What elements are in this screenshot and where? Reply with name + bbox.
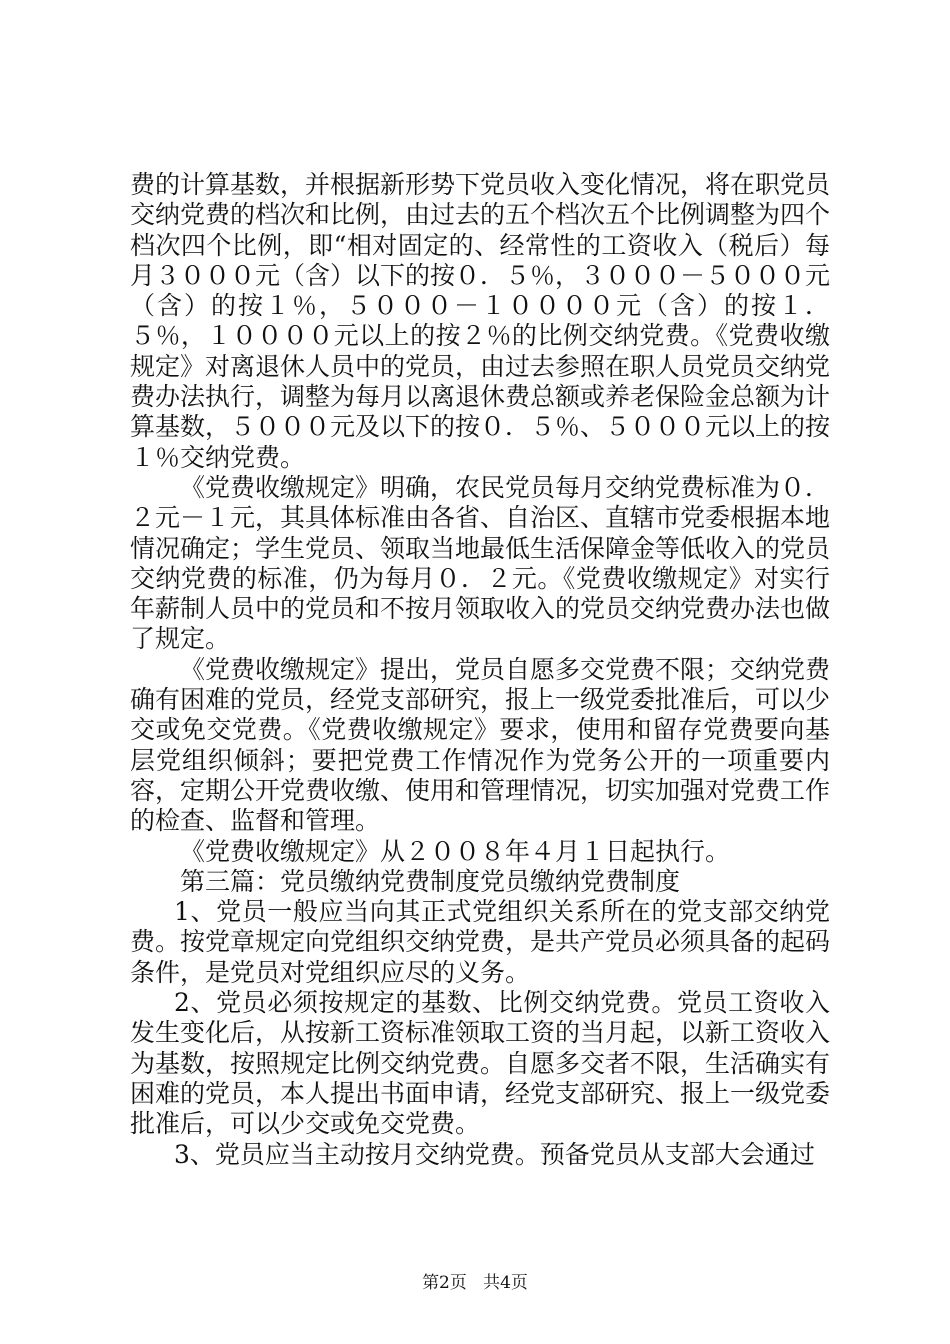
page-separator — [472, 1273, 477, 1293]
page-total: 共4页 — [483, 1273, 528, 1293]
page-number: 第2页 — [422, 1273, 467, 1293]
paragraph-continued: 费的计算基数，并根据新形势下党员收入变化情况，将在职党员交纳党费的档次和比例，由过去的五个档次五个比例调整为四个档次四个比例，即“相对固定的、经常性的工资收入（税后）每月３０００元（含）以下的按０．５％，３０００－５０００元（含）的按１％，５０００－１００００元（含）的按１．５％，１００００元以上的按２％的比例交纳党费。《党费收缴规定》对离退休人员中的党员，由过去参照在职人员党员交纳党费办法执行，调整为每月以离退休费总额或养老保险金总额为计算基数，５０００元及以下的按０．５％、５０００元以上的按１％交纳党费。 — [130, 170, 831, 472]
paragraph-farmer-members: 《党费收缴规定》明确，农民党员每月交纳党费标准为０．２元－１元，其具体标准由各省、自治区、直辖市党委根据本地情况确定；学生党员、领取当地最低生活保障金等低收入的党员交纳党费的标准，仍为每月０．２元。《党费收缴规定》对实行年薪制人员中的党员和不按月领取收入的党员交纳党费办法也做了规定。 — [130, 472, 831, 654]
rule-item-3: 3、党员应当主动按月交纳党费。预备党员从支部大会通过 — [174, 1139, 815, 1169]
paragraph-voluntary-fees: 《党费收缴规定》提出，党员自愿多交党费不限；交纳党费确有困难的党员，经党支部研究，报上一级党委批准后，可以少交或免交党费。《党费收缴规定》要求，使用和留存党费要向基层党组织倾斜；要把党费工作情况作为党务公开的一项重要内容，定期公开党费收缴、使用和管理情况，切实加强对党费工作的检查、监督和管理。 — [130, 654, 831, 836]
rule-item-1: 1、党员一般应当向其正式党组织关系所在的党支部交纳党费。按党章规定向党组织交纳党费，是共产党员必须具备的起码条件，是党员对党组织应尽的义务。 — [130, 897, 831, 987]
page-footer — [0, 1273, 950, 1293]
section-heading: 第三篇：党员缴纳党费制度党员缴纳党费制度 — [180, 866, 681, 896]
rule-item-2: 2、党员必须按规定的基数、比例交纳党费。党员工资收入发生变化后，从按新工资标准领取工资的当月起，以新工资收入为基数，按照规定比例交纳党费。自愿多交者不限，生活确实有困难的党员，本人提出书面申请，经党支部研究、报上一级党委批准后，可以少交或免交党费。 — [130, 988, 831, 1139]
document-body — [130, 170, 830, 1170]
paragraph-effective-date: 《党费收缴规定》从２００８年４月１日起执行。 — [180, 836, 731, 866]
